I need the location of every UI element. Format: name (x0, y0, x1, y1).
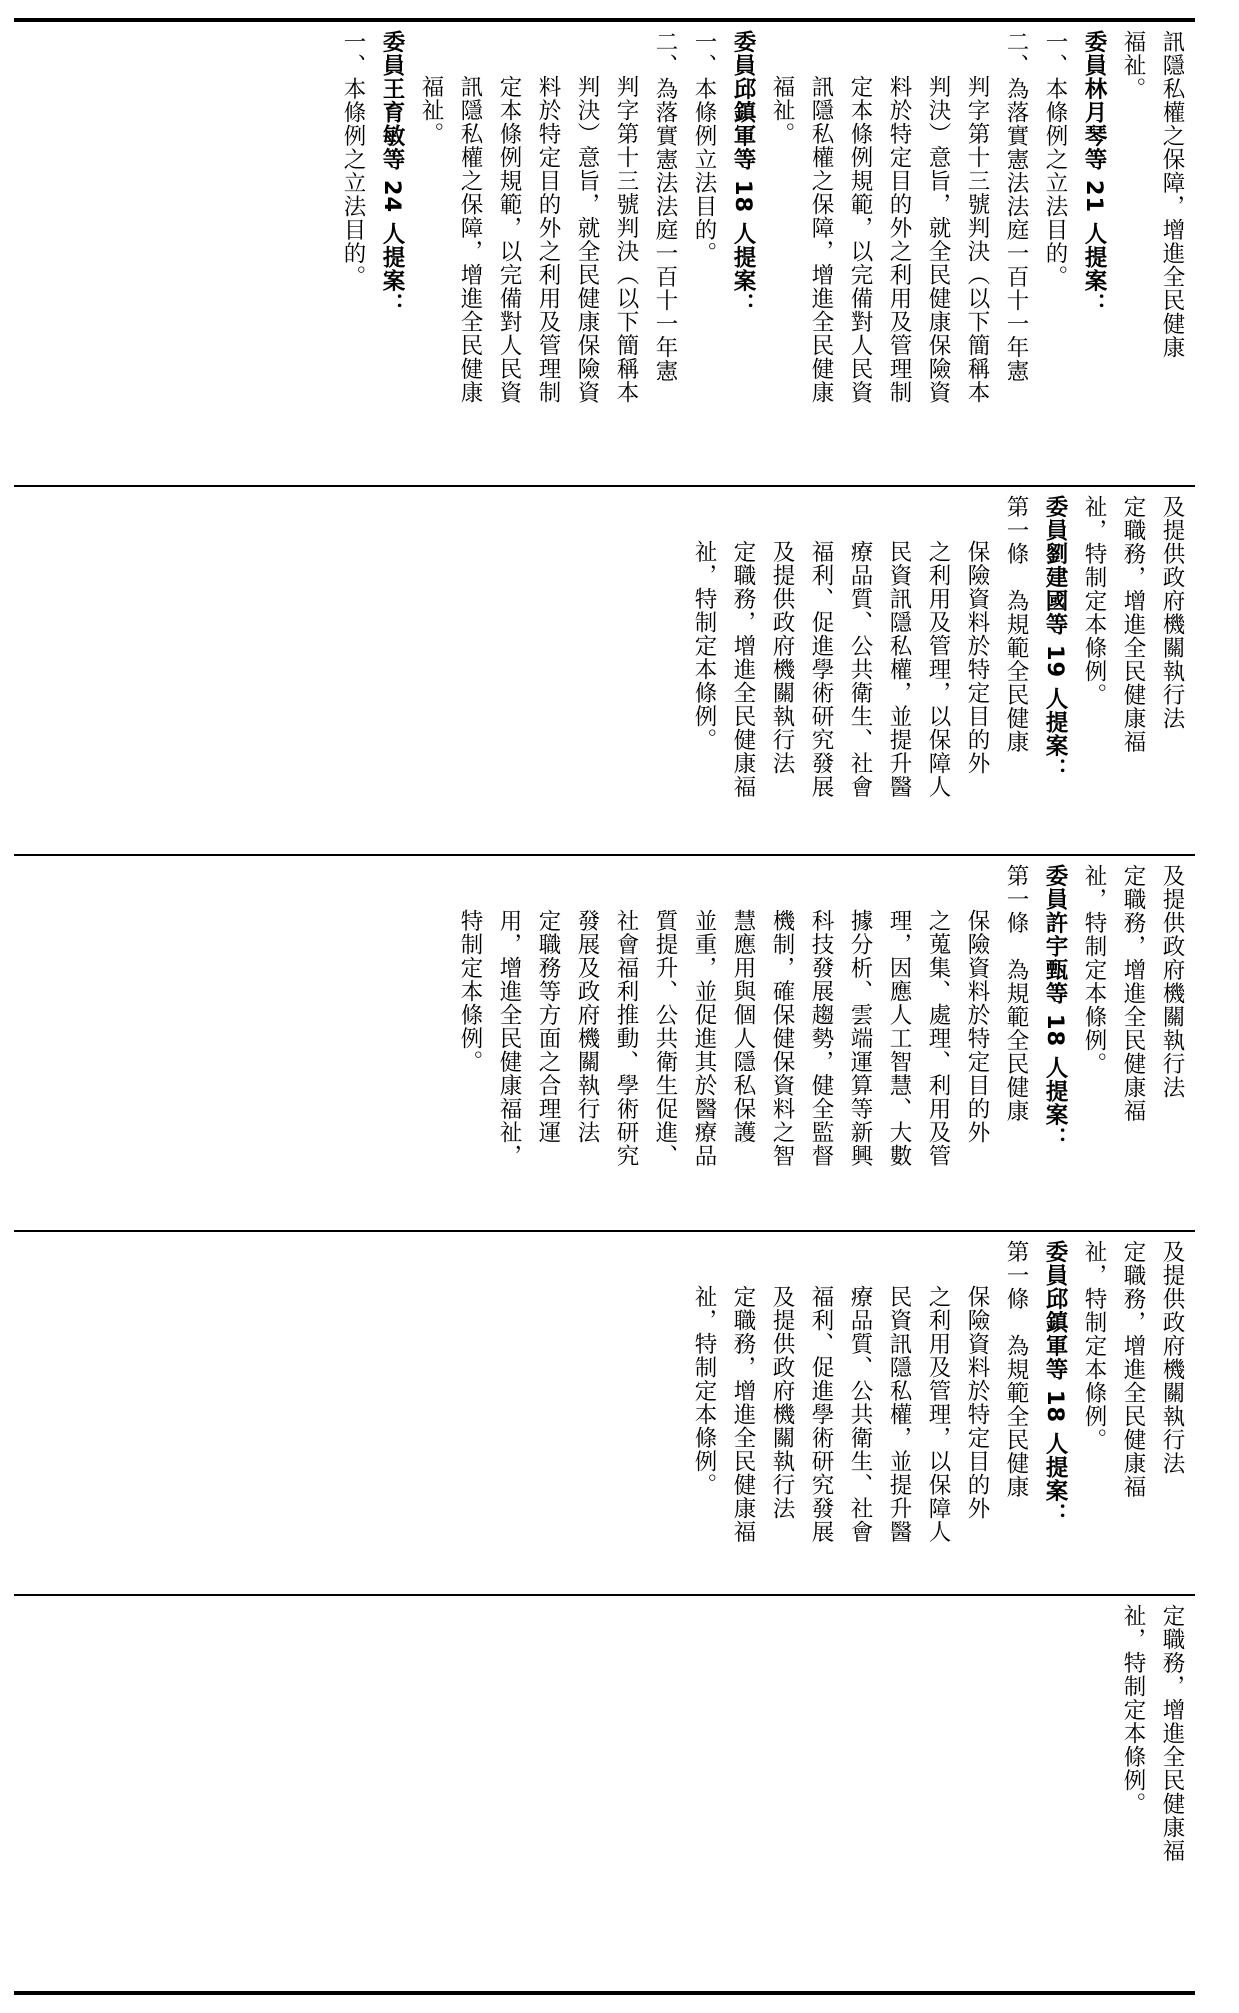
row-r3-text (450, 864, 1191, 1168)
text-line: 社會福利推動、學術研究 (613, 909, 639, 1168)
text-line: 福利、促進學術研究發展 (808, 1285, 834, 1544)
text-line: 福利、促進學術研究發展 (808, 540, 834, 799)
text-line: 特制定本條例。 (457, 909, 483, 1074)
text-line: 之利用及管理，以保障人 (925, 540, 951, 799)
text-line: 二、為落實憲法法庭一百十一年憲 (652, 30, 678, 383)
text-line: 及提供政府機關執行法 (769, 1285, 795, 1520)
text-line: 判決）意旨，就全民健康保險資 (574, 75, 600, 404)
row-r3 (14, 856, 1195, 1230)
text-line: 定本條例規範，以完備對人民資 (496, 75, 522, 404)
text-line: 慧應用與個人隱私保護 (730, 909, 756, 1144)
text-line: 福祉。 (769, 75, 795, 146)
text-line: 料於特定目的外之利用及管理制 (535, 75, 561, 404)
row-r2-text (684, 495, 1191, 799)
row-r4 (14, 1232, 1195, 1594)
text-line: 保險資料於特定目的外 (964, 540, 990, 775)
text-line: 發展及政府機關執行法 (574, 909, 600, 1144)
proposer-heading: 委員邱鎮軍等 18 人提案： (1042, 1240, 1068, 1526)
text-line: 福祉。 (1120, 30, 1146, 101)
row-r2 (14, 487, 1195, 854)
row-r1-text (333, 30, 1191, 404)
text-line: 祉，特制定本條例。 (1081, 1240, 1107, 1452)
text-line: 及提供政府機關執行法 (769, 540, 795, 775)
proposer-heading: 委員邱鎮軍等 18 人提案： (730, 30, 756, 316)
text-line: 之蒐集、處理、利用及管 (925, 909, 951, 1168)
page-frame (14, 18, 1195, 1995)
text-line: 理，因應人工智慧、大數 (886, 909, 912, 1168)
text-line: 祉，特制定本條例。 (691, 540, 717, 752)
text-line: 科技發展趨勢，健全監督 (808, 909, 834, 1168)
text-line: 判字第十三號判決（以下簡稱本 (613, 75, 639, 404)
bottom-rule (14, 1991, 1195, 1995)
text-line: 一、本條例之立法目的。 (1042, 30, 1068, 289)
text-line: 第一條 為規範全民健康 (1003, 495, 1029, 754)
text-line: 二、為落實憲法法庭一百十一年憲 (1003, 30, 1029, 383)
text-line: 定職務等方面之合理運 (535, 909, 561, 1144)
proposer-heading: 委員王育敏等 24 人提案： (379, 30, 405, 316)
text-line: 定本條例規範，以完備對人民資 (847, 75, 873, 404)
text-line: 質提升、公共衛生促進、 (652, 909, 678, 1168)
text-line: 判字第十三號判決（以下簡稱本 (964, 75, 990, 404)
text-line: 之利用及管理，以保障人 (925, 1285, 951, 1544)
text-line: 定職務，增進全民健康福 (1159, 1604, 1185, 1863)
text-line: 祉，特制定本條例。 (691, 1285, 717, 1497)
text-line: 民資訊隱私權，並提升醫 (886, 540, 912, 799)
proposer-heading: 委員劉建國等 19 人提案： (1042, 495, 1068, 781)
text-line: 並重，並促進其於醫療品 (691, 909, 717, 1168)
text-line: 定職務，增進全民健康福 (730, 1285, 756, 1544)
proposer-heading: 委員林月琴等 21 人提案： (1081, 30, 1107, 316)
row-r5 (14, 1596, 1195, 1991)
text-line: 祉，特制定本條例。 (1120, 1604, 1146, 1816)
text-line: 料於特定目的外之利用及管理制 (886, 75, 912, 404)
text-line: 用，增進全民健康福祉， (496, 909, 522, 1168)
text-line: 第一條 為規範全民健康 (1003, 1240, 1029, 1499)
text-line: 定職務，增進全民健康福 (1120, 495, 1146, 754)
text-line: 定職務，增進全民健康福 (730, 540, 756, 799)
text-line: 及提供政府機關執行法 (1159, 495, 1185, 730)
text-line: 及提供政府機關執行法 (1159, 864, 1185, 1099)
text-line: 判決）意旨，就全民健康保險資 (925, 75, 951, 404)
text-line: 訊隱私權之保障，增進全民健康 (1159, 30, 1185, 359)
text-line: 一、本條例立法目的。 (691, 30, 717, 265)
text-line: 民資訊隱私權，並提升醫 (886, 1285, 912, 1544)
row-r5-text (1113, 1604, 1191, 1863)
text-line: 祉，特制定本條例。 (1081, 495, 1107, 707)
text-line: 一、本條例之立法目的。 (340, 30, 366, 289)
row-r1 (14, 22, 1195, 485)
text-line: 及提供政府機關執行法 (1159, 1240, 1185, 1475)
text-line: 第一條 為規範全民健康 (1003, 864, 1029, 1123)
text-line: 療品質、公共衛生、社會 (847, 540, 873, 799)
text-line: 保險資料於特定目的外 (964, 909, 990, 1144)
text-line: 訊隱私權之保障，增進全民健康 (457, 75, 483, 404)
text-line: 機制，確保健保資料之智 (769, 909, 795, 1168)
proposer-heading: 委員許宇甄等 18 人提案： (1042, 864, 1068, 1150)
text-line: 據分析、雲端運算等新興 (847, 909, 873, 1168)
row-r4-text (684, 1240, 1191, 1544)
text-line: 定職務，增進全民健康福 (1120, 1240, 1146, 1499)
text-line: 福祉。 (418, 75, 444, 146)
text-line: 保險資料於特定目的外 (964, 1285, 990, 1520)
text-line: 祉，特制定本條例。 (1081, 864, 1107, 1076)
text-line: 訊隱私權之保障，增進全民健康 (808, 75, 834, 404)
text-line: 定職務，增進全民健康福 (1120, 864, 1146, 1123)
text-line: 療品質、公共衛生、社會 (847, 1285, 873, 1544)
